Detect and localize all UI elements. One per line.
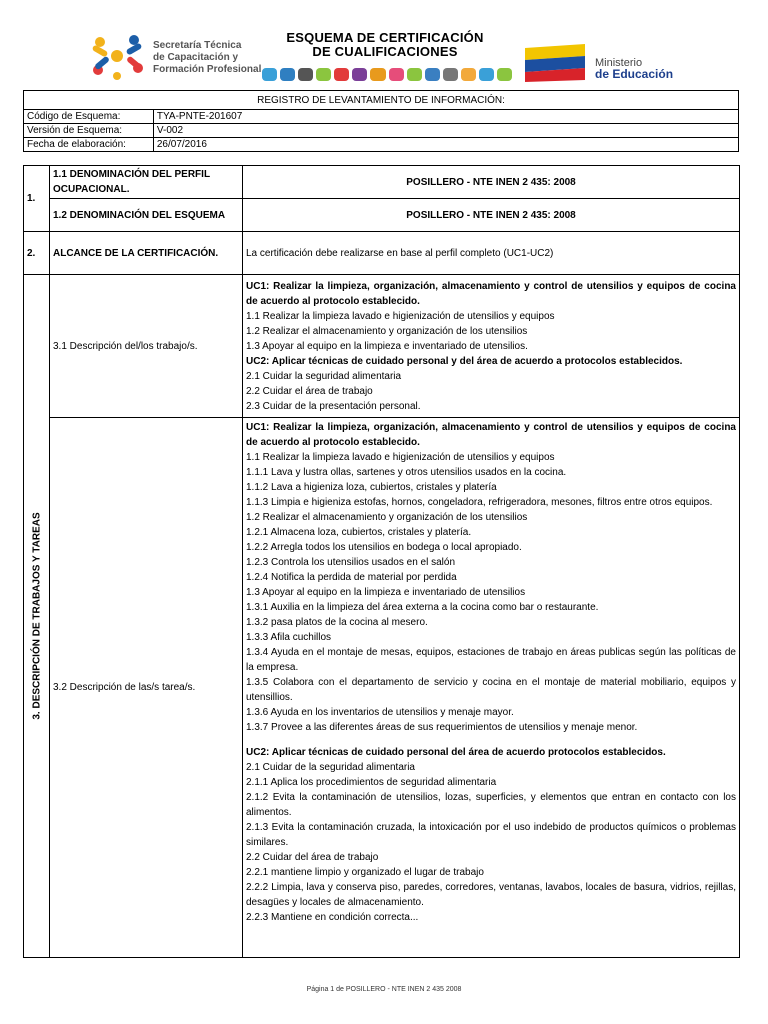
table-row: Fecha de elaboración: 26/07/2016: [24, 138, 739, 152]
category-icon: [425, 68, 440, 81]
document-title: ESQUEMA DE CERTIFICACIÓN DE CUALIFICACIONES: [286, 30, 484, 59]
category-icon: [389, 68, 404, 81]
list-item: UC1: Realizar la limpieza, organización, almacenamiento y control de utensilios y equipos de cocina de acuerdo al protocolo establecido.: [246, 422, 736, 448]
list-item: 1.3.2 pasa platos de la cocina al mesero.: [246, 617, 428, 628]
list-item: 2.3 Cuidar de la presentación personal.: [246, 400, 421, 412]
secap-logo-icon: [86, 30, 148, 82]
category-icon: [407, 68, 422, 81]
category-icon: [352, 68, 367, 81]
list-item: 2.1 Cuidar la seguridad alimentaria: [246, 370, 402, 382]
list-item: 1.3.5 Colabora con el departamento de servicio y cocina en el montaje de material mobiliario, equipos y utensillios.: [246, 677, 736, 703]
section-2-number: 2.: [24, 232, 50, 275]
list-item: 1.2.4 Notifica la perdida de material por perdida: [246, 572, 457, 583]
document-header: [0, 0, 768, 88]
section-3-vertical-label: 3. DESCRIPCIÓN DE TRABAJOS Y TAREAS: [24, 275, 50, 958]
section-1-number: 1.: [24, 166, 50, 232]
list-item: 2.1.2 Evita la contaminación de utensilios, lozas, superficies, y elementos que entran en contacto con los alimentos.: [246, 792, 736, 818]
list-item: 1.1.1 Lava y lustra ollas, sartenes y otros utensilios usados en la cocina.: [246, 467, 567, 478]
list-item: 1.2.1 Almacena loza, cubiertos, cristales y platería.: [246, 527, 472, 538]
category-icon: [316, 68, 331, 81]
list-item: 1.2 Realizar el almacenamiento y organización de los utensilios: [246, 512, 528, 523]
tareas-label: 3.2 Descripción de las/s tarea/s.: [50, 418, 243, 958]
alcance-label: ALCANCE DE LA CERTIFICACIÓN.: [50, 232, 243, 275]
category-icon: [262, 68, 277, 81]
list-item: 1.1 Realizar la limpieza lavado e higienización de utensilios y equipos: [246, 310, 555, 322]
list-item: 2.2.3 Mantiene en condición correcta...: [246, 912, 419, 923]
trabajos-label: 3.1 Descripción del/los trabajo/s.: [50, 275, 243, 418]
table-row: [24, 166, 740, 199]
esquema-label: 1.2 DENOMINACIÓN DEL ESQUEMA: [50, 199, 243, 232]
list-item: 1.3 Apoyar al equipo en la limpieza e inventariado de utensilios.: [246, 340, 528, 352]
list-item: 1.1.2 Lava a higieniza loza, cubiertos, cristales y platería: [246, 482, 497, 493]
ministry-name: Ministerio de Educación: [595, 57, 674, 81]
list-item: 2.1.1 Aplica los procedimientos de seguridad alimentaria: [246, 777, 497, 788]
table-row: [24, 232, 740, 275]
list-item: 2.1.3 Evita la contaminación cruzada, la intoxicación por el uso indebido de productos químicos o problemas similares.: [246, 822, 736, 848]
table-row: Código de Esquema: TYA-PNTE-201607: [24, 110, 739, 124]
list-item: 1.2 Realizar el almacenamiento y organización de los utensilios: [246, 325, 528, 337]
list-item: 2.1 Cuidar de la seguridad alimentaria: [246, 762, 415, 773]
list-item: 2.2.1 mantiene limpio y organizado el lugar de trabajo: [246, 867, 484, 878]
category-icon: [461, 68, 476, 81]
list-item: 1.2.2 Arregla todos los utensilios en bodega o local apropiado.: [246, 542, 522, 553]
list-item: UC2: Aplicar técnicas de cuidado personal del área de acuerdo protocolos establecidos.: [246, 747, 666, 758]
ministry-flag-icon: [523, 42, 587, 82]
perfil-label: 1.1 DENOMINACIÓN DEL PERFIL OCUPACIONAL.: [50, 166, 243, 199]
list-item: 1.3.6 Ayuda en los inventarios de utensilios y menaje mayor.: [246, 707, 514, 718]
category-icon: [479, 68, 494, 81]
list-item: 1.3.3 Afila cuchillos: [246, 632, 332, 643]
category-icon: [497, 68, 512, 81]
table-row: [24, 418, 740, 958]
list-item: 1.1 Realizar la limpieza lavado e higienización de utensilios y equipos: [246, 452, 555, 463]
registro-heading: REGISTRO DE LEVANTAMIENTO DE INFORMACIÓN:: [24, 91, 739, 110]
list-item: UC2: Aplicar técnicas de cuidado personal y del área de acuerdo a protocolos establecidos.: [246, 355, 683, 367]
trabajos-description: [243, 275, 740, 418]
registro-table: [23, 90, 739, 152]
alcance-value: La certificación debe realizarse en base al perfil completo (UC1-UC2): [243, 232, 740, 275]
list-item: 2.2 Cuidar el área de trabajo: [246, 385, 373, 397]
table-row: [24, 199, 740, 232]
category-icon: [334, 68, 349, 81]
table-row: Versión de Esquema: V-002: [24, 124, 739, 138]
list-item: 1.3.7 Provee a las diferentes áreas de sus requerimientos de utensilios y menaje menor.: [246, 722, 638, 733]
list-item: 1.2.3 Controla los utensilios usados en el salón: [246, 557, 456, 568]
list-item: 1.3 Apoyar al equipo en la limpieza e inventariado de utensilios: [246, 587, 526, 598]
category-icon: [280, 68, 295, 81]
list-item: UC1: Realizar la limpieza, organización, almacenamiento y control de utensilios y equipos de cocina de acuerdo al protocolo establecido.: [246, 280, 736, 307]
list-item: 2.2 Cuidar del área de trabajo: [246, 852, 379, 863]
category-icon: [370, 68, 385, 81]
esquema-value: POSILLERO - NTE INEN 2 435: 2008: [243, 199, 740, 232]
page-footer: Página 1 de POSILLERO - NTE INEN 2 435 2008: [306, 986, 462, 993]
perfil-value: POSILLERO - NTE INEN 2 435: 2008: [243, 166, 740, 199]
organization-name: Secretaría Técnica de Capacitación y Formación Profesional: [153, 40, 262, 75]
category-icon: [443, 68, 458, 81]
scheme-table: [23, 165, 740, 958]
list-item: 1.3.4 Ayuda en el montaje de mesas, equipos, estaciones de trabajo en áreas publicas según las políticas de la empresa.: [246, 647, 736, 673]
list-item: 1.1.3 Limpia e higieniza estofas, hornos, congeladora, refrigeradora, mesones, filtros entre otros equipos.: [246, 497, 713, 508]
list-item: 2.2.2 Limpia, lava y conserva piso, paredes, corredores, ventanas, lavabos, locales de basura, vidrios, rejillas, desagües y locales de almacenamiento.: [246, 882, 736, 908]
table-row: [24, 275, 740, 418]
category-icon: [298, 68, 313, 81]
list-item: 1.3.1 Auxilia en la limpieza del área externa a la cocina como bar o restaurante.: [246, 602, 599, 613]
tareas-description: [243, 418, 740, 958]
list-item: [246, 735, 736, 745]
category-icons-strip: [262, 68, 512, 82]
